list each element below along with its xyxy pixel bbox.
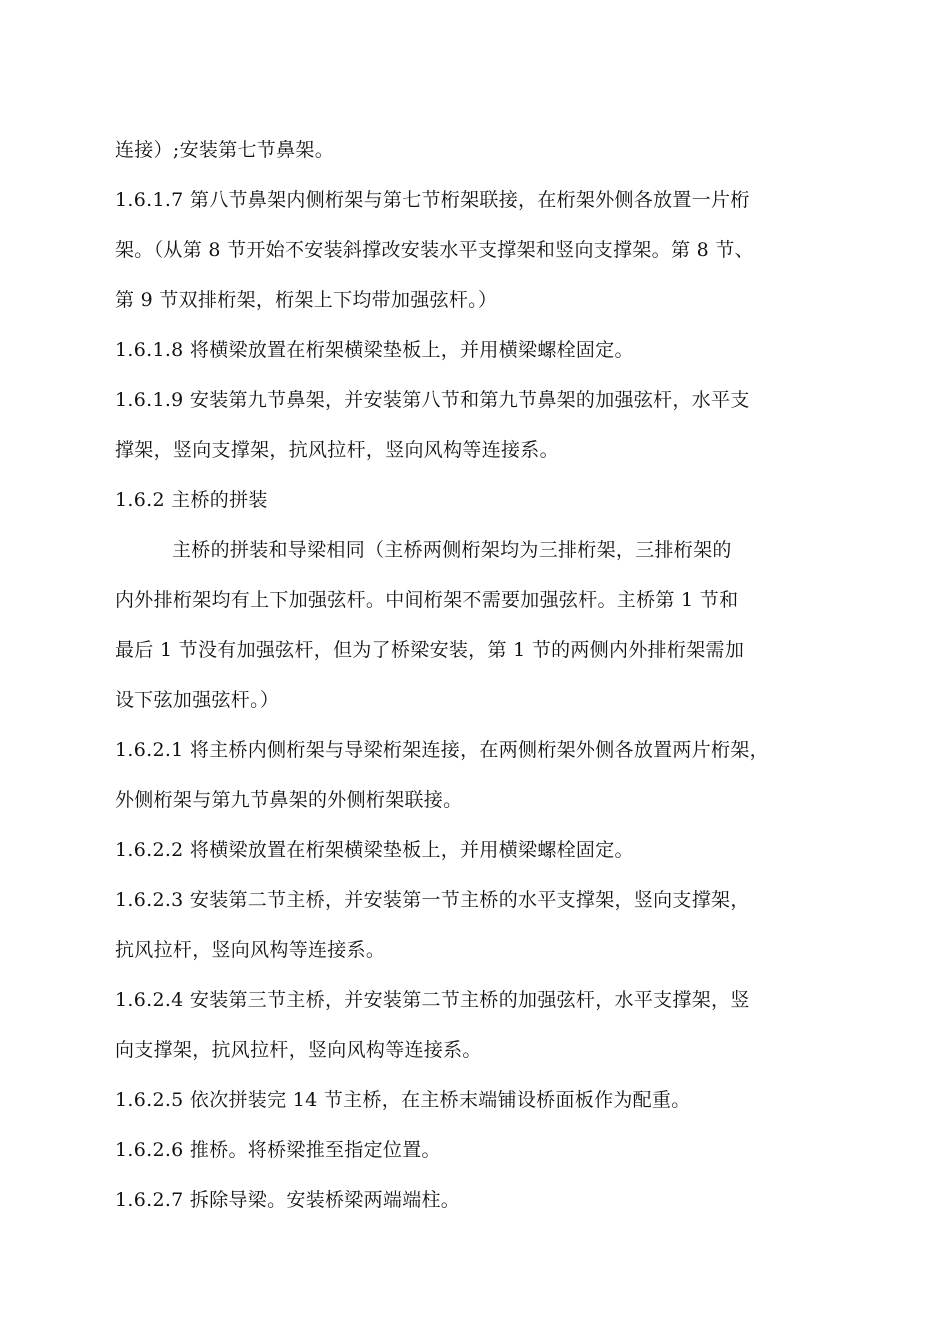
text-line-1-6-2-4-cont: 向支撑架，抗风拉杆，竖向风构等连接系。 (115, 1039, 482, 1061)
text-line-1-6-1-9-cont: 撑架，竖向支撑架，抗风拉杆，竖向风构等连接系。 (115, 439, 559, 461)
text-line-1-6-1-7: 1.6.1.7 第八节鼻架内侧桁架与第七节桁架联接，在桁架外侧各放置一片桁 (115, 189, 750, 211)
text-line-1-6-2-6: 1.6.2.6 推桥。将桥梁推至指定位置。 (115, 1139, 441, 1161)
paragraph-main-bridge-line-1: 主桥的拼装和导梁相同（主桥两侧桁架均为三排桁架，三排桁架的 (172, 539, 732, 561)
text-line-1-6-1-7-cont-1: 架。（从第 8 节开始不安装斜撑改安装水平支撑架和竖向支撑架。第 8 节、 (115, 239, 754, 261)
text-line-continuation: 连接）;安装第七节鼻架。 (115, 139, 335, 161)
text-line-1-6-2-1-cont: 外侧桁架与第九节鼻架的外侧桁架联接。 (115, 789, 463, 811)
text-line-1-6-2-4: 1.6.2.4 安装第三节主桥，并安装第二节主桥的加强弦杆，水平支撑架，竖 (115, 989, 750, 1011)
section-heading-1-6-2: 1.6.2 主桥的拼装 (115, 489, 268, 511)
paragraph-main-bridge-line-3: 最后 1 节没有加强弦杆，但为了桥梁安装，第 1 节的两侧内外排桁架需加 (115, 639, 745, 661)
text-line-1-6-2-1: 1.6.2.1 将主桥内侧桁架与导梁桁架连接，在两侧桁架外侧各放置两片桁架， (115, 739, 769, 761)
text-line-1-6-1-9: 1.6.1.9 安装第九节鼻架，并安装第八节和第九节鼻架的加强弦杆，水平支 (115, 389, 750, 411)
text-line-1-6-2-2: 1.6.2.2 将横梁放置在桁架横梁垫板上，并用横梁螺栓固定。 (115, 839, 634, 861)
text-line-1-6-2-5: 1.6.2.5 依次拼装完 14 节主桥，在主桥末端铺设桥面板作为配重。 (115, 1089, 691, 1111)
paragraph-main-bridge-line-4: 设下弦加强弦杆。） (115, 689, 280, 711)
text-line-1-6-2-7: 1.6.2.7 拆除导梁。安装桥梁两端端柱。 (115, 1189, 461, 1211)
text-line-1-6-1-8: 1.6.1.8 将横梁放置在桁架横梁垫板上，并用横梁螺栓固定。 (115, 339, 634, 361)
text-line-1-6-2-3: 1.6.2.3 安装第二节主桥，并安装第一节主桥的水平支撑架，竖向支撑架， (115, 889, 750, 911)
text-line-1-6-1-7-cont-2: 第 9 节双排桁架，桁架上下均带加强弦杆。） (115, 289, 498, 311)
paragraph-main-bridge-line-2: 内外排桁架均有上下加强弦杆。中间桁架不需要加强弦杆。主桥第 1 节和 (115, 589, 739, 611)
text-line-1-6-2-3-cont: 抗风拉杆，竖向风构等连接系。 (115, 939, 386, 961)
